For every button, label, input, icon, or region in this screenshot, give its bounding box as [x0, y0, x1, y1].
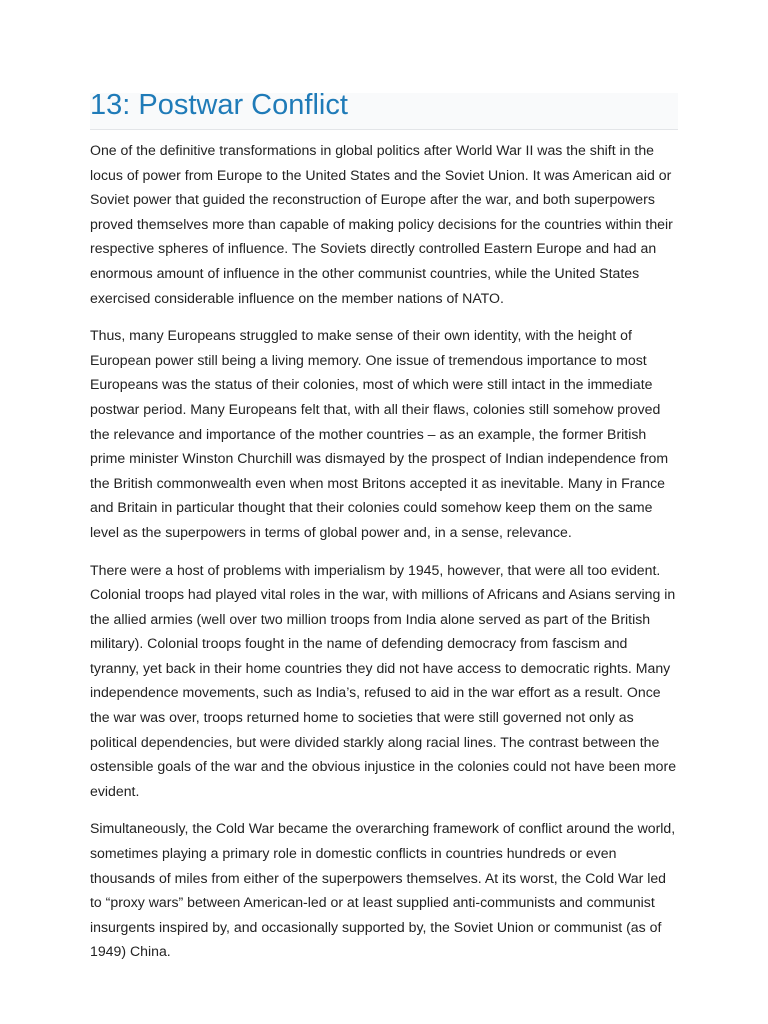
paragraph-4: Simultaneously, the Cold War became the overarching framework of conflict around the world, sometimes playing a primary role in domestic conflicts in countries hundreds or even thousands of miles from either of the superpowers themselves. At its worst, the Cold War led to “proxy wars” between American-led or at least supplied anti-communists and communist insurgents inspired by, and occasionally supported by, the Soviet Union or communist (as of 1949) China.: [90, 820, 676, 960]
article-body: [90, 138, 680, 977]
paragraph-2: Thus, many Europeans struggled to make sense of their own identity, with the height of European power still being a living memory. One issue of tremendous importance to most Europeans was the status of their colonies, most of which were still intact in the immediate postwar period. Many Europeans felt that, with all their flaws, colonies still somehow proved the relevance and importance of the mother countries – as an example, the former British prime minister Winston Churchill was dismayed by the prospect of Indian independence from the British commonwealth even when most Britons accepted it as inevitable. Many in France and Britain in particular thought that their colonies could somehow keep them on the same level as the superpowers in terms of global power and, in a sense, relevance.: [90, 327, 669, 540]
paragraph-3: There were a host of problems with imperialism by 1945, however, that were all too evident. Colonial troops had played vital roles in the war, with millions of Africans and Asians serving in the allied armies (well over two million troops from India alone served as part of the British military). Colonial troops fought in the name of defending democracy from fascism and tyranny, yet back in their home countries they did not have access to democratic rights. Many independence movements, such as India’s, refused to aid in the war effort as a result. Once the war was over, troops returned home to societies that were still governed not only as political dependencies, but were divided starkly along racial lines. The contrast between the ostensible goals of the war and the obvious injustice in the colonies could not have been more evident.: [90, 561, 677, 799]
paragraph-1: One of the definitive transformations in global politics after World War II was the shift in the locus of power from Europe to the United States and the Soviet Union. It was American aid or Soviet power that guided the reconstruction of Europe after the war, and both superpowers proved themselves more than capable of making policy decisions for the countries within their respective spheres of influence. The Soviets directly controlled Eastern Europe and had an enormous amount of influence in the other communist countries, while the United States exercised considerable influence on the member nations of NATO.: [90, 142, 673, 306]
page-title: 13: Postwar Conflict: [90, 89, 348, 121]
